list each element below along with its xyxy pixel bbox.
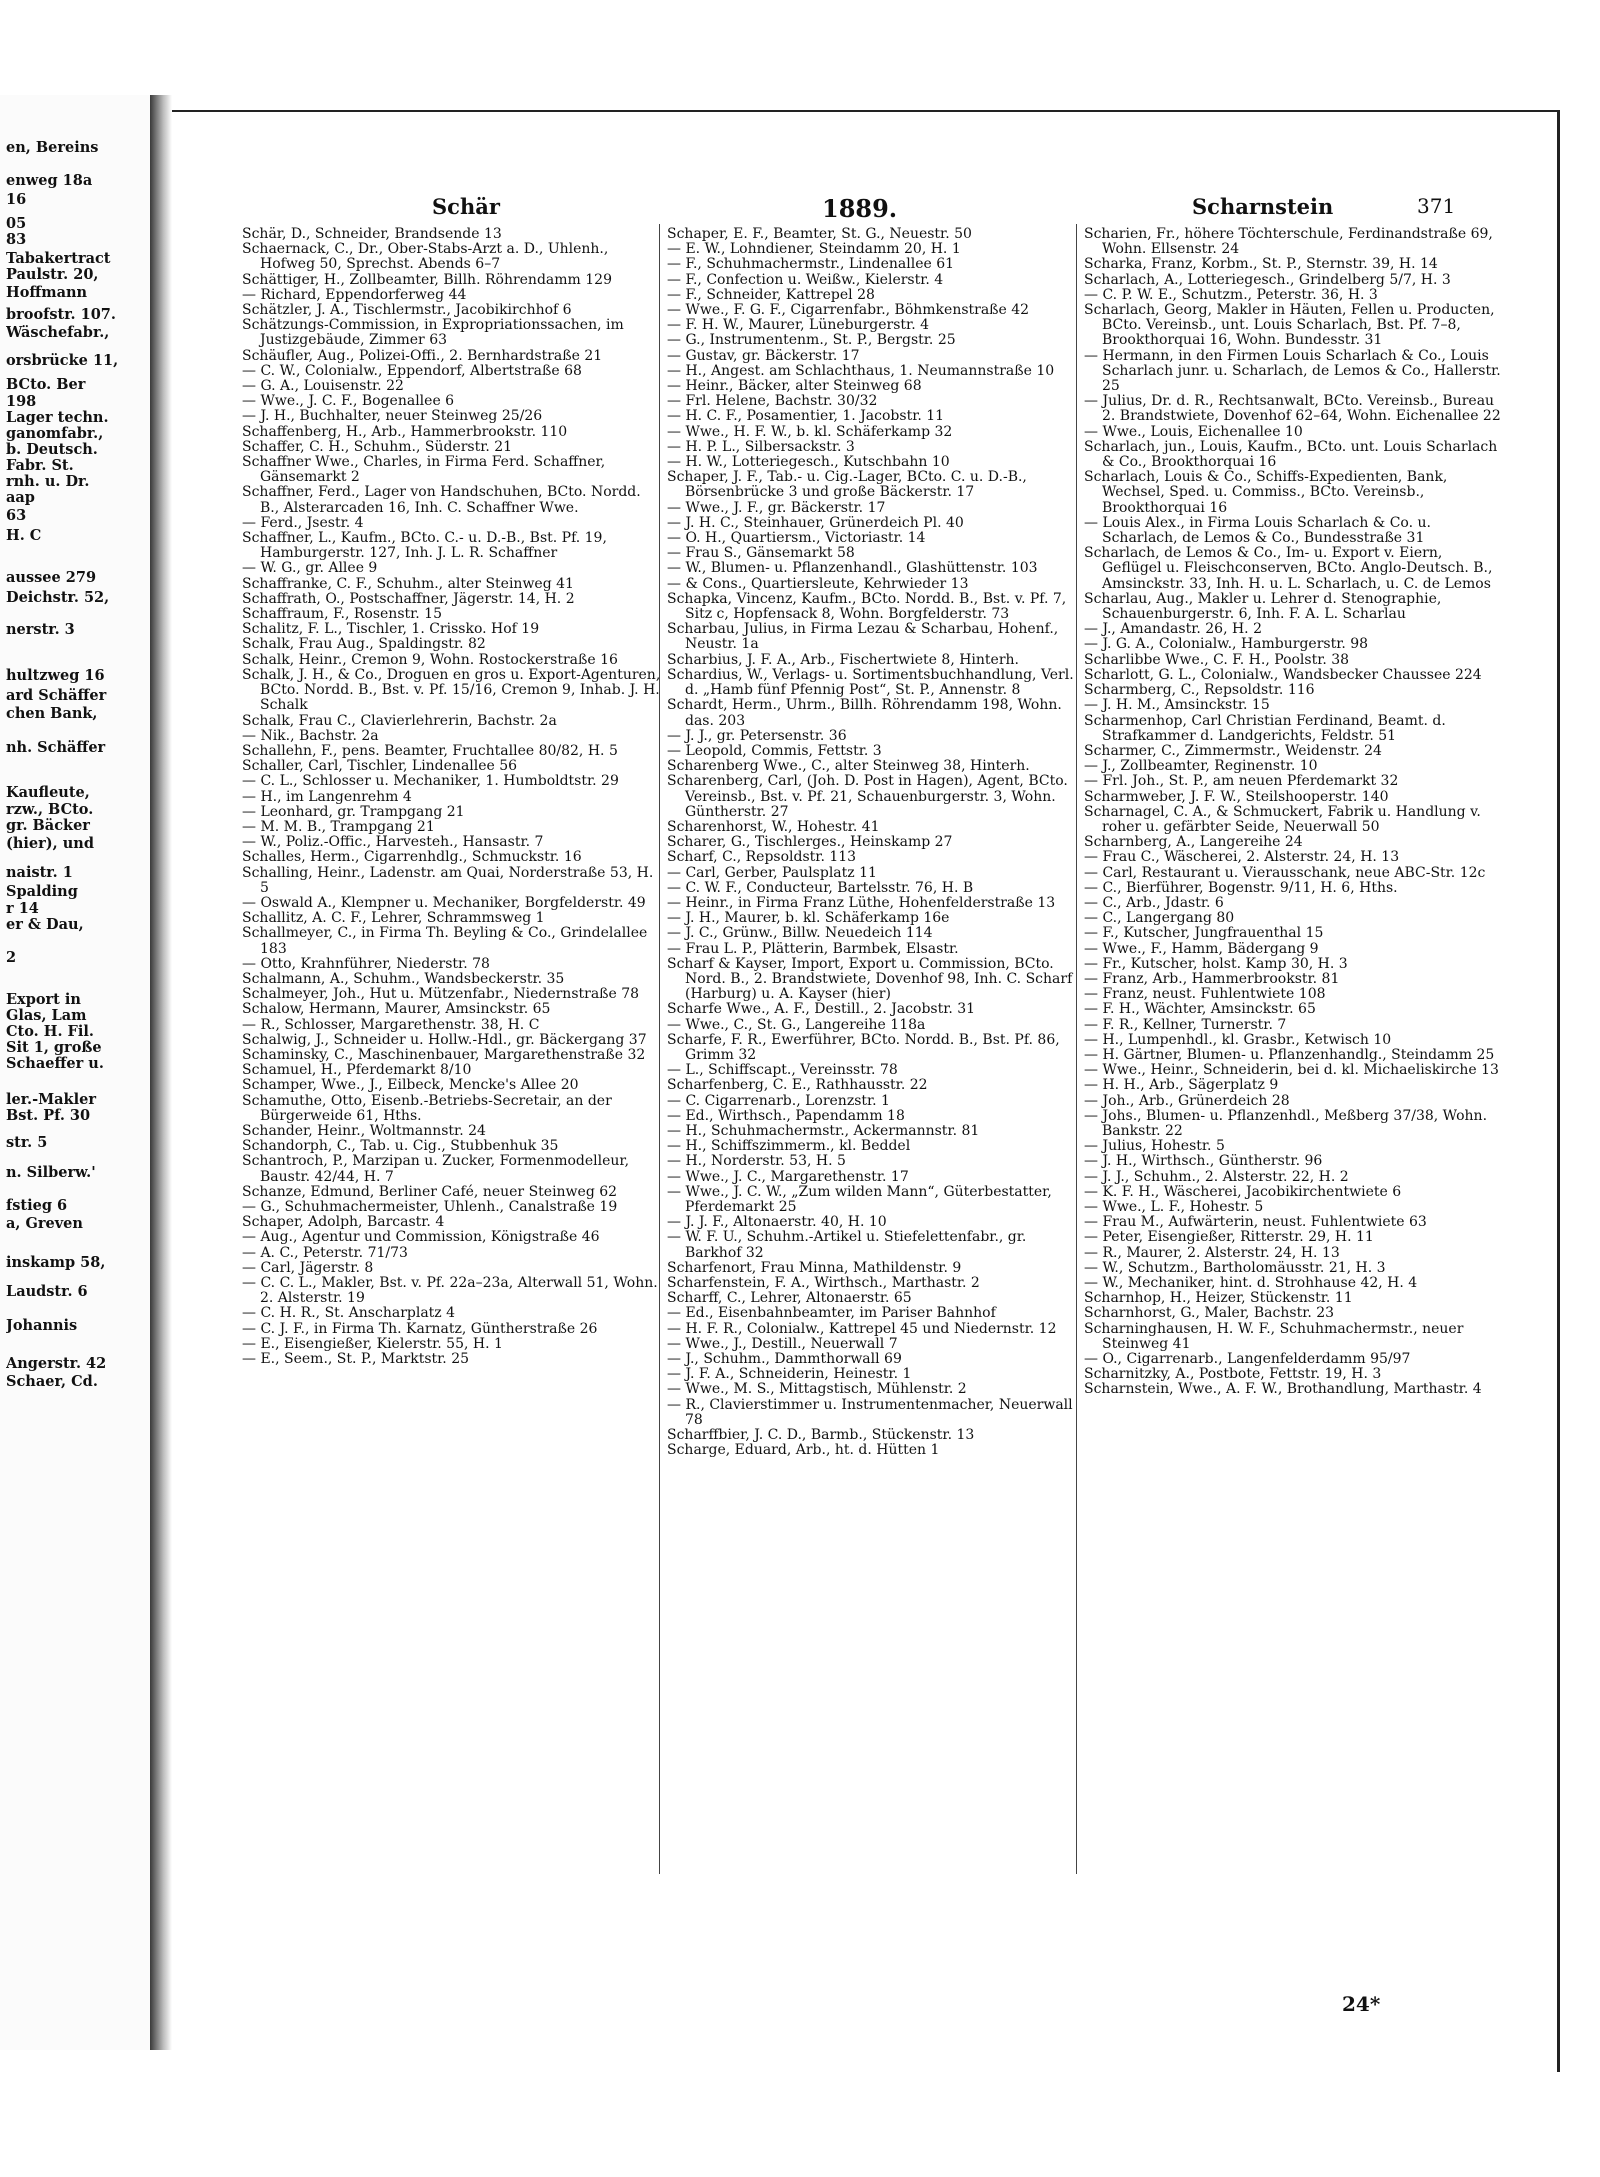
directory-entry: — F., Schuhmachermstr., Lindenallee 61 (667, 256, 955, 273)
directory-entry: Schaper, J. F., Tab.- u. Cig.-Lager, BCto. C. u. D.-B., Börsenbrücke 3 und große Bäckerstr. 17 (667, 469, 1027, 501)
directory-entry: — Heinr., in Firma Franz Lüthe, Hohenfelderstraße 13 (667, 894, 1056, 911)
directory-entry: Schalitz, F. L., Tischler, 1. Crissko. Hof 19 (242, 621, 540, 638)
directory-entry: Scharfenberg, C. E., Rathhausstr. 22 (667, 1077, 928, 1094)
head-year: 1889. (822, 194, 898, 223)
directory-entry: — Wwe., J. F., gr. Bäckerstr. 17 (667, 499, 886, 516)
directory-entry: Schardius, W., Verlags- u. Sortimentsbuchhandlung, Verl. d. „Hamb fünf Pfennig Post“, St. P., Annenstr. 8 (667, 666, 1074, 699)
left-page-line: 198 (6, 394, 37, 410)
directory-entry: — Wwe., J. C. W., „Zum wilden Mann“, Güterbestatter, Pferdemarkt 25 (667, 1183, 1052, 1215)
directory-entry: Scharenberg Wwe., C., alter Steinweg 38, Hinterh. (667, 758, 1030, 775)
left-page-line: 16 (6, 192, 27, 208)
directory-entry: — Julius, Dr. d. R., Rechtsanwalt, BCto. Vereinsb., Bureau 2. Brandstwiete, Dovenhof 62–64, Wohn. Eichenallee 22 (1084, 393, 1501, 425)
left-page-line: nerstr. 3 (6, 622, 75, 638)
left-page-line: Kaufleute, (6, 785, 90, 801)
directory-entry: — H., Schuhmachermstr., Ackermannstr. 81 (667, 1122, 980, 1139)
directory-entry: Schalow, Hermann, Maurer, Amsinckstr. 65 (242, 1001, 551, 1018)
left-page-line: Fabr. St. (6, 458, 74, 474)
directory-entry: — J. H., Buchhalter, neuer Steinweg 25/26 (242, 408, 543, 425)
directory-entry: — Wwe., F. G. F., Cigarrenfabr., Böhmkenstraße 42 (667, 302, 1030, 319)
left-page-line: ard Schäffer (6, 688, 107, 704)
directory-entry: — J. H., Maurer, b. kl. Schäferkamp 16e (667, 910, 950, 927)
directory-entry: — F., Schneider, Kattrepel 28 (667, 286, 875, 303)
directory-entry: — Wwe., J. C., Margarethenstr. 17 (667, 1168, 909, 1185)
directory-entry: — Otto, Krahnführer, Niederstr. 78 (242, 955, 490, 972)
left-page-line: Export in (6, 992, 81, 1008)
left-page-edge (0, 95, 153, 2050)
directory-entry: — O., Cigarrenarb., Langenfelderdamm 95/97 (1084, 1351, 1411, 1368)
directory-entry: — Frl. Helene, Bachstr. 30/32 (667, 393, 878, 410)
left-page-line: 2 (6, 950, 17, 966)
directory-entry: — W. G., gr. Allee 9 (242, 560, 378, 577)
directory-entry: Scharlach, jun., Louis, Kaufm., BCto. unt. Louis Scharlach & Co., Brookthorquai 16 (1084, 438, 1498, 471)
directory-entry: Scharbau, Julius, in Firma Lezau & Scharbau, Hohenf., Neustr. 1a (667, 621, 1059, 653)
left-page-line: H. C (6, 528, 42, 544)
directory-entry: — H. Gärtner, Blumen- u. Pflanzenhandlg., Steindamm 25 (1084, 1046, 1495, 1063)
directory-entry: — W., Poliz.-Offic., Harvesteh., Hansastr. 7 (242, 834, 544, 851)
directory-entry: Scharien, Fr., höhere Töchterschule, Ferdinandstraße 69, Wohn. Ellsenstr. 24 (1084, 226, 1493, 258)
directory-entry: — H. W., Lotteriegesch., Kutschbahn 10 (667, 454, 950, 471)
directory-entry: — M. M. B., Trampgang 21 (242, 818, 435, 835)
directory-entry: — C. J. F., in Firma Th. Karnatz, Güntherstraße 26 (242, 1320, 598, 1337)
directory-entry: — W., Mechaniker, hint. d. Strohhause 42, H. 4 (1084, 1275, 1418, 1292)
directory-entry: — C., Langergang 80 (1084, 910, 1235, 927)
directory-entry: — Frau S., Gänsemarkt 58 (667, 545, 855, 562)
directory-entry: — Gustav, gr. Bäckerstr. 17 (667, 347, 860, 364)
directory-entry: — Fr., Kutscher, holst. Kamp 30, H. 3 (1084, 955, 1348, 972)
directory-entry: Schaffner Wwe., Charles, in Firma Ferd. Schaffner, Gänsemarkt 2 (242, 454, 606, 486)
directory-entry: Scharer, G., Tischlerges., Heinskamp 27 (667, 834, 953, 851)
directory-entry: — H., Schiffszimmerm., kl. Beddel (667, 1138, 911, 1155)
directory-entry: — Aug., Agentur und Commission, Königstraße 46 (242, 1229, 600, 1246)
left-page-line: Schaeffer u. (6, 1056, 104, 1072)
directory-entry: — Frau M., Aufwärterin, neust. Fuhlentwiete 63 (1084, 1214, 1427, 1231)
directory-entry: — F. R., Kellner, Turnerstr. 7 (1084, 1016, 1287, 1033)
directory-entry: — J. H. M., Amsinckstr. 15 (1084, 697, 1270, 714)
directory-entry: Scharf, C., Repsoldstr. 113 (667, 849, 857, 866)
left-page-line: enweg 18a (6, 173, 93, 189)
directory-entry: Scharlach, Georg, Makler in Häuten, Fellen u. Producten, BCto. Vereinsb., unt. Louis Scharlach, Bst. Pf. 7–8, Brookthorquai 16, Wohn. Bundesstr. 31 (1084, 302, 1495, 349)
directory-entry: Scharmweber, J. F. W., Steilshooperstr. 140 (1084, 788, 1389, 805)
directory-entry: — L., Schiffscapt., Vereinsstr. 78 (667, 1062, 898, 1079)
directory-entry: Scharfe Wwe., A. F., Destill., 2. Jacobstr. 31 (667, 1001, 976, 1018)
directory-entry: — C., Bierführer, Bogenstr. 9/11, H. 6, Hths. (1084, 879, 1398, 896)
left-page-line: n. Silberw.' (6, 1165, 96, 1181)
left-page-line: broofstr. 107. (6, 307, 116, 323)
directory-entry: — Hermann, in den Firmen Louis Scharlach & Co., Louis Scharlach junr. u. Scharlach, de Lemos & Co., Hallerstr. 25 (1084, 347, 1501, 395)
directory-entry: — H. C. F., Posamentier, 1. Jacobstr. 11 (667, 408, 945, 425)
left-page-line: 05 (6, 216, 27, 232)
directory-entry: Scharfenort, Frau Minna, Mathildenstr. 9 (667, 1259, 962, 1276)
directory-entry: Scharka, Franz, Korbm., St. P., Sternstr. 39, H. 14 (1084, 256, 1438, 273)
directory-entry: Schalwig, J., Schneider u. Hollw.-Hdl., gr. Bäckergang 37 (242, 1031, 647, 1048)
directory-entry: Scharf & Kayser, Import, Export u. Commission, BCto. Nord. B., 2. Brandstwiete, Dovenhof 98, Inh. C. Scharf (Harburg) u. A. Kayser (hier) (667, 955, 1073, 1003)
directory-entry: — J. J., gr. Petersenstr. 36 (667, 727, 847, 744)
directory-entry: — H., Norderstr. 53, H. 5 (667, 1153, 846, 1170)
directory-entry: — J. C., Grünw., Billw. Neuedeich 114 (667, 925, 933, 942)
directory-entry: Schalling, Heinr., Ladenstr. am Quai, Norderstraße 53, H. 5 (242, 864, 654, 896)
directory-entry: Scharlach, de Lemos & Co., Im- u. Export v. Eiern, Geflügel u. Fleischconserven, BCto. Anglo-Deutsch. B., Amsinckstr. 33, Inh. H. u. L. Scharlach, u. C. de Lemos (1084, 545, 1493, 592)
directory-entry: Schalk, Heinr., Cremon 9, Wohn. Rostockerstraße 16 (242, 651, 618, 668)
directory-entry: — Peter, Eisengießer, Ritterstr. 29, H. 11 (1084, 1229, 1374, 1246)
directory-entry: — J. F. A., Schneiderin, Heinestr. 1 (667, 1366, 912, 1383)
left-page-line: Cto. H. Fil. (6, 1024, 94, 1040)
directory-entry: — H., im Langenrehm 4 (242, 788, 412, 805)
left-page-line: 83 (6, 232, 27, 248)
directory-entry: — G., Schuhmachermeister, Uhlenh., Canalstraße 19 (242, 1199, 618, 1215)
left-page-line: Laudstr. 6 (6, 1284, 88, 1300)
directory-entry: Schamper, Wwe., J., Eilbeck, Mencke's Allee 20 (242, 1077, 579, 1094)
directory-entry: Schallehn, F., pens. Beamter, Fruchtallee 80/82, H. 5 (242, 742, 618, 759)
running-head (172, 194, 1557, 224)
directory-entry: — J., Schuhm., Dammthorwall 69 (667, 1351, 902, 1368)
directory-entry: — W. F. U., Schuhm.-Artikel u. Stiefelettenfabr., gr. Barkhof 32 (667, 1229, 1027, 1261)
directory-entry: — C. W. F., Conducteur, Bartelsstr. 76, H. B (667, 879, 974, 896)
left-page-line: Bst. Pf. 30 (6, 1108, 91, 1124)
directory-entry: — Wwe., L. F., Hohestr. 5 (1084, 1199, 1264, 1215)
directory-entry: — Wwe., Louis, Eichenallee 10 (1084, 423, 1303, 440)
directory-entry: Scharnagel, C. A., & Schmuckert, Fabrik u. Handlung v. roher u. gefärbter Seide, Neuerwall 50 (1084, 803, 1481, 835)
directory-entry: Scharff, C., Lehrer, Altonaerstr. 65 (667, 1290, 912, 1307)
directory-entry: Schättiger, H., Zollbeamter, Billh. Röhrendamm 129 (242, 271, 612, 288)
directory-entry: — Nik., Bachstr. 2a (242, 727, 379, 744)
directory-entry: — Franz, neust. Fuhlentwiete 108 (1084, 986, 1326, 1003)
left-page-line: chen Bank, (6, 706, 98, 722)
directory-entry: — Johs., Blumen- u. Pflanzenhdl., Meßberg 37/38, Wohn. Bankstr. 22 (1084, 1107, 1488, 1139)
directory-entry: — Wwe., F., Hamm, Bädergang 9 (1084, 940, 1319, 957)
directory-entry: — Frau L. P., Plätterin, Barmbek, Elsastr. (667, 940, 959, 957)
left-page-line: Schaer, Cd. (6, 1374, 98, 1390)
directory-entry: — Oswald A., Klempner u. Mechaniker, Borgfelderstr. 49 (242, 894, 646, 911)
directory-entry: Scharninghausen, H. W. F., Schuhmachermstr., neuer Steinweg 41 (1084, 1320, 1464, 1352)
directory-entry: Schardt, Herm., Uhrm., Billh. Röhrendamm 198, Wohn. das. 203 (667, 697, 1062, 729)
directory-entry: — Julius, Hohestr. 5 (1084, 1138, 1225, 1155)
directory-entry: Scharenberg, Carl, (Joh. D. Post in Hagen), Agent, BCto. Vereinsb., Bst. v. Pf. 21, Schauenburgerstr. 3, Wohn. Güntherstr. 27 (667, 773, 1068, 820)
left-page-line: a, Greven (6, 1216, 83, 1232)
directory-entry: — J., Zollbeamter, Reginenstr. 10 (1084, 758, 1318, 775)
directory-entry: — J. G. A., Colonialw., Hamburgerstr. 98 (1084, 636, 1369, 653)
directory-entry: — E., Eisengießer, Kielerstr. 55, H. 1 (242, 1335, 503, 1352)
directory-entry: Schaffenberg, H., Arb., Hammerbrookstr. 110 (242, 423, 568, 440)
directory-entry: — Wwe., Heinr., Schneiderin, bei d. kl. Michaeliskirche 13 (1084, 1062, 1499, 1079)
directory-entry: Scharmer, C., Zimmermstr., Weidenstr. 24 (1084, 742, 1382, 759)
directory-entry: — K. F. H., Wäscherei, Jacobikirchentwiete 6 (1084, 1183, 1402, 1200)
left-page-line: aussee 279 (6, 570, 97, 586)
directory-entry: Schaper, E. F., Beamter, St. G., Neuestr. 50 (667, 226, 972, 242)
book-gutter (150, 95, 172, 2050)
directory-entry: Schalk, Frau C., Clavierlehrerin, Bachstr. 2a (242, 712, 557, 729)
directory-entry: — Heinr., Bäcker, alter Steinweg 68 (667, 378, 922, 395)
left-page-line: en, Bereins (6, 140, 99, 156)
directory-entry: Scharfe, F. R., Ewerführer, BCto. Nordd. B., Bst. Pf. 86, Grimm 32 (667, 1031, 1060, 1063)
directory-entry: Scharlach, A., Lotteriegesch., Grindelberg 5/7, H. 3 (1084, 271, 1451, 288)
directory-entry: — E., Seem., St. P., Marktstr. 25 (242, 1351, 470, 1368)
directory-entry: Schaffranke, C. F., Schuhm., alter Steinweg 41 (242, 575, 574, 592)
directory-entry: Schaernack, C., Dr., Ober-Stabs-Arzt a. D., Uhlenh., Hofweg 50, Sprechst. Abends 6–7 (242, 241, 609, 273)
directory-entry: — Frau C., Wäscherei, 2. Alsterstr. 24, H. 13 (1084, 849, 1400, 866)
left-page-line: gr. Bäcker (6, 818, 90, 834)
column-1 (242, 227, 662, 1367)
directory-entry: Schätzler, J. A., Tischlermstr., Jacobikirchhof 6 (242, 302, 572, 319)
left-page-line: rnh. u. Dr. (6, 474, 90, 490)
directory-entry: — Carl, Gerber, Paulsplatz 11 (667, 864, 877, 881)
directory-entry: — W., Blumen- u. Pflanzenhandl., Glashüttenstr. 103 (667, 560, 1038, 577)
directory-entry: — Carl, Jägerstr. 8 (242, 1259, 374, 1276)
left-page-line: str. 5 (6, 1135, 48, 1151)
left-page-line: (hier), und (6, 836, 94, 852)
left-page-line: Lager techn. (6, 410, 109, 426)
left-page-line: Spalding (6, 884, 78, 900)
left-page-line: ler.-Makler (6, 1092, 96, 1108)
directory-entry: Schaffner, Ferd., Lager von Handschuhen, BCto. Nordd. B., Alsterarcaden 16, Inh. C. Schaffner Wwe. (242, 484, 641, 516)
directory-entry: — C. C. L., Makler, Bst. v. Pf. 22a–23a, Alterwall 51, Wohn. 2. Alsterstr. 19 (242, 1275, 658, 1307)
directory-entry: — Wwe., M. S., Mittagstisch, Mühlenstr. 2 (667, 1381, 967, 1398)
directory-entry: — R., Schlosser, Margarethenstr. 38, H. C (242, 1016, 540, 1033)
directory-entry: — A. C., Peterstr. 71/73 (242, 1244, 408, 1261)
left-page-line: b. Deutsch. (6, 442, 98, 458)
directory-entry: — G., Instrumentenm., St. P., Bergstr. 25 (667, 332, 956, 349)
left-page-line: Deichstr. 52, (6, 590, 110, 606)
left-page-line: naistr. 1 (6, 865, 73, 881)
directory-entry: — H. P. L., Silbersackstr. 3 (667, 438, 855, 455)
directory-page (172, 110, 1560, 2072)
directory-entry: — Richard, Eppendorferweg 44 (242, 286, 467, 303)
directory-entry: — Franz, Arb., Hammerbrookstr. 81 (1084, 970, 1340, 987)
directory-entry: — J. H., Wirthsch., Güntherstr. 96 (1084, 1153, 1323, 1170)
directory-entry: — F. H., Wächter, Amsinckstr. 65 (1084, 1001, 1316, 1018)
directory-entry: Scharnhop, H., Heizer, Stückenstr. 11 (1084, 1290, 1353, 1307)
directory-entry: — & Cons., Quartiersleute, Kehrwieder 13 (667, 575, 969, 592)
directory-entry: Schalmeyer, Joh., Hut u. Mützenfabr., Niedernstraße 78 (242, 986, 640, 1003)
directory-entry: — R., Maurer, 2. Alsterstr. 24, H. 13 (1084, 1244, 1340, 1261)
left-page-line: nh. Schäffer (6, 740, 106, 756)
left-page-line: Sit 1, große (6, 1040, 102, 1056)
left-page-line: Wäschefabr., (6, 325, 110, 341)
left-page-line: BCto. Ber (6, 377, 86, 393)
directory-entry: — C. W., Colonialw., Eppendorf, Albertstraße 68 (242, 362, 582, 379)
directory-entry: — C. P. W. E., Schutzm., Peterstr. 36, H. 3 (1084, 286, 1378, 303)
left-page-line: Johannis (6, 1318, 78, 1334)
directory-entry: — H., Lumpenhdl., kl. Grasbr., Ketwisch 10 (1084, 1031, 1392, 1048)
column-2 (667, 227, 1087, 1458)
directory-entry: — J., Amandastr. 26, H. 2 (1084, 621, 1262, 638)
directory-entry: — Wwe., H. F. W., b. kl. Schäferkamp 32 (667, 423, 953, 440)
left-page-line: Angerstr. 42 (6, 1356, 107, 1372)
left-page-line: Glas, Lam (6, 1008, 87, 1024)
directory-entry: — C., Arb., Jdastr. 6 (1084, 894, 1224, 911)
directory-entry: Schaffer, C. H., Schuhm., Süderstr. 21 (242, 438, 513, 455)
directory-entry: — R., Clavierstimmer u. Instrumentenmacher, Neuerwall 78 (667, 1396, 1073, 1428)
left-page-line: Hoffmann (6, 285, 88, 301)
directory-entry: — C. L., Schlosser u. Mechaniker, 1. Humboldtstr. 29 (242, 773, 619, 790)
left-page-line: fstieg 6 (6, 1198, 68, 1214)
directory-entry: Schaffner, L., Kaufm., BCto. C.- u. D.-B., Bst. Pf. 19, Hamburgerstr. 127, Inh. J. L. R. Schaffner (242, 530, 607, 562)
left-page-line: r 14 (6, 901, 39, 917)
directory-entry: — Carl, Restaurant u. Vierausschank, neue ABC-Str. 12c (1084, 864, 1486, 881)
directory-entry: Schaminsky, C., Maschinenbauer, Margarethenstraße 32 (242, 1046, 646, 1063)
directory-entry: — G. A., Louisenstr. 22 (242, 378, 404, 395)
directory-entry: Scharnberg, A., Langereihe 24 (1084, 834, 1303, 851)
directory-entry: — H., Angest. am Schlachthaus, 1. Neumannstraße 10 (667, 362, 1055, 379)
directory-entry: — F. H. W., Maurer, Lüneburgerstr. 4 (667, 317, 930, 334)
directory-entry: Schantroch, P., Marzipan u. Zucker, Formenmodelleur, Baustr. 42/44, H. 7 (242, 1153, 630, 1185)
directory-entry: Scharenhorst, W., Hohestr. 41 (667, 818, 880, 835)
directory-entry: — J. H. C., Steinhauer, Grünerdeich Pl. 40 (667, 514, 964, 531)
directory-entry: Scharnstein, Wwe., A. F. W., Brothandlung, Marthastr. 4 (1084, 1381, 1482, 1398)
directory-entry: Schäufler, Aug., Polizei-Offi., 2. Bernhardstraße 21 (242, 347, 603, 364)
directory-entry: Schär, D., Schneider, Brandsende 13 (242, 226, 502, 242)
directory-entry: — Ferd., Jsestr. 4 (242, 514, 364, 531)
directory-entry: Scharlott, G. L., Colonialw., Wandsbecker Chaussee 224 (1084, 666, 1482, 683)
left-page-line: ganomfabr., (6, 426, 104, 442)
directory-entry: Schandorph, C., Tab. u. Cig., Stubbenhuk 35 (242, 1138, 559, 1155)
directory-entry: Scharbius, J. F. A., Arb., Fischertwiete 8, Hinterh. (667, 651, 1019, 668)
directory-entry: Scharlach, Louis & Co., Schiffs-Expedienten, Bank, Wechsel, Sped. u. Commiss., BCto. Vereinsb., Brookthorquai 16 (1084, 469, 1448, 516)
directory-entry: — O. H., Quartiersm., Victoriastr. 14 (667, 530, 926, 547)
directory-entry: — H. F. R., Colonialw., Kattrepel 45 und Niedernstr. 12 (667, 1320, 1057, 1337)
directory-entry: — E. W., Lohndiener, Steindamm 20, H. 1 (667, 241, 961, 258)
directory-entry: Schätzungs-Commission, in Expropriationssachen, im Justizgebäude, Zimmer 63 (242, 317, 624, 349)
directory-entry: — Leonhard, gr. Trampgang 21 (242, 803, 465, 820)
left-page-line: hultzweg 16 (6, 668, 105, 684)
directory-entry: — Ed., Eisenbahnbeamter, im Pariser Bahnhof (667, 1305, 996, 1322)
directory-entry: Schander, Heinr., Woltmannstr. 24 (242, 1122, 486, 1139)
directory-entry: — C. Cigarrenarb., Lorenzstr. 1 (667, 1092, 890, 1109)
directory-entry: — Joh., Arb., Grünerdeich 28 (1084, 1092, 1290, 1109)
left-page-line: 63 (6, 508, 27, 524)
directory-entry: Schanze, Edmund, Berliner Café, neuer Steinweg 62 (242, 1183, 618, 1200)
directory-entry: Scharffbier, J. C. D., Barmb., Stückenstr. 13 (667, 1427, 975, 1444)
directory-entry: Scharlau, Aug., Makler u. Lehrer d. Stenographie, Schauenburgerstr. 6, Inh. F. A. L. Scharlau (1084, 590, 1442, 623)
left-page-line: Tabakertract (6, 251, 111, 267)
directory-entry: Schamuel, H., Pferdemarkt 8/10 (242, 1062, 472, 1079)
directory-entry: Scharnhorst, G., Maler, Bachstr. 23 (1084, 1305, 1335, 1322)
head-right-keyword: Scharnstein (1192, 194, 1334, 219)
directory-entry: — Wwe., J. C. F., Bogenallee 6 (242, 393, 455, 410)
left-page-line: aap (6, 490, 35, 506)
directory-entry: — Louis Alex., in Firma Louis Scharlach & Co. u. Scharlach, de Lemos & Co., Bundesstraße 31 (1084, 514, 1431, 547)
directory-entry: — Wwe., J., Destill., Neuerwall 7 (667, 1335, 898, 1352)
directory-entry: Schallitz, A. C. F., Lehrer, Schrammsweg 1 (242, 910, 545, 927)
directory-entry: — C. H. R., St. Anscharplatz 4 (242, 1305, 456, 1322)
directory-entry: Schapka, Vincenz, Kaufm., BCto. Nordd. B., Bst. v. Pf. 7, Sitz c, Hopfensack 8, Wohn. Borgfelderstr. 73 (667, 590, 1067, 623)
head-left-keyword: Schär (432, 194, 500, 219)
directory-entry: Schaller, Carl, Tischler, Lindenallee 56 (242, 758, 518, 775)
directory-entry: — J. J., Schuhm., 2. Alsterstr. 22, H. 2 (1084, 1168, 1349, 1185)
directory-entry: Schallmeyer, C., in Firma Th. Beyling & Co., Grindelallee 183 (242, 925, 648, 957)
left-page-line: inskamp 58, (6, 1255, 106, 1271)
directory-entry: Scharmberg, C., Repsoldstr. 116 (1084, 682, 1315, 699)
directory-entry: Schaper, Adolph, Barcastr. 4 (242, 1214, 445, 1231)
directory-entry: Scharlibbe Wwe., C. F. H., Poolstr. 38 (1084, 651, 1350, 668)
directory-entry: — F., Confection u. Weißw., Kielerstr. 4 (667, 271, 944, 288)
directory-entry: Schamuthe, Otto, Eisenb.-Betriebs-Secretair, an der Bürgerweide 61, Hths. (242, 1092, 612, 1124)
directory-entry: Scharmenhop, Carl Christian Ferdinand, Beamt. d. Strafkammer d. Landgerichts, Feldstr. 51 (1084, 712, 1446, 744)
directory-entry: Schalles, Herm., Cigarrenhdlg., Schmuckstr. 16 (242, 849, 582, 866)
directory-entry: — Leopold, Commis, Fettstr. 3 (667, 742, 882, 759)
directory-entry: Schaffrath, O., Postschaffner, Jägerstr. 14, H. 2 (242, 590, 575, 607)
directory-entry: — W., Schutzm., Bartholomäusstr. 21, H. 3 (1084, 1259, 1386, 1276)
directory-entry: Scharfenstein, F. A., Wirthsch., Marthastr. 2 (667, 1275, 980, 1292)
directory-entry: — Ed., Wirthsch., Papendamm 18 (667, 1107, 905, 1124)
directory-entry: — Frl. Joh., St. P., am neuen Pferdemarkt 32 (1084, 773, 1399, 790)
directory-entry: Schalmann, A., Schuhm., Wandsbeckerstr. 35 (242, 970, 565, 987)
directory-entry: — F., Kutscher, Jungfrauenthal 15 (1084, 925, 1324, 942)
left-page-line: rzw., BCto. (6, 802, 94, 818)
directory-entry: Scharnitzky, A., Postbote, Fettstr. 19, H. 3 (1084, 1366, 1382, 1383)
directory-entry: Scharge, Eduard, Arb., ht. d. Hütten 1 (667, 1442, 940, 1459)
directory-entry: Schalk, Frau Aug., Spaldingstr. 82 (242, 636, 486, 653)
left-page-line: er & Dau, (6, 917, 84, 933)
page-number: 371 (1417, 194, 1456, 218)
left-page-line: Paulstr. 20, (6, 267, 99, 283)
directory-entry: — Wwe., C., St. G., Langereihe 118a (667, 1016, 926, 1033)
directory-entry: — J. J. F., Altonaerstr. 40, H. 10 (667, 1214, 887, 1231)
directory-entry: — H. H., Arb., Sägerplatz 9 (1084, 1077, 1279, 1094)
left-page-line: orsbrücke 11, (6, 353, 119, 369)
directory-entry: Schalk, J. H., & Co., Droguen en gros u. Export-Agenturen, BCto. Nordd. B., Bst. v. Pf. 15/16, Cremon 9, Inhab. J. H. Schalk (242, 666, 661, 714)
signature-mark: 24* (1342, 1992, 1381, 2016)
directory-entry: Schaffraum, F., Rosenstr. 15 (242, 606, 442, 623)
column-3 (1084, 227, 1504, 1398)
